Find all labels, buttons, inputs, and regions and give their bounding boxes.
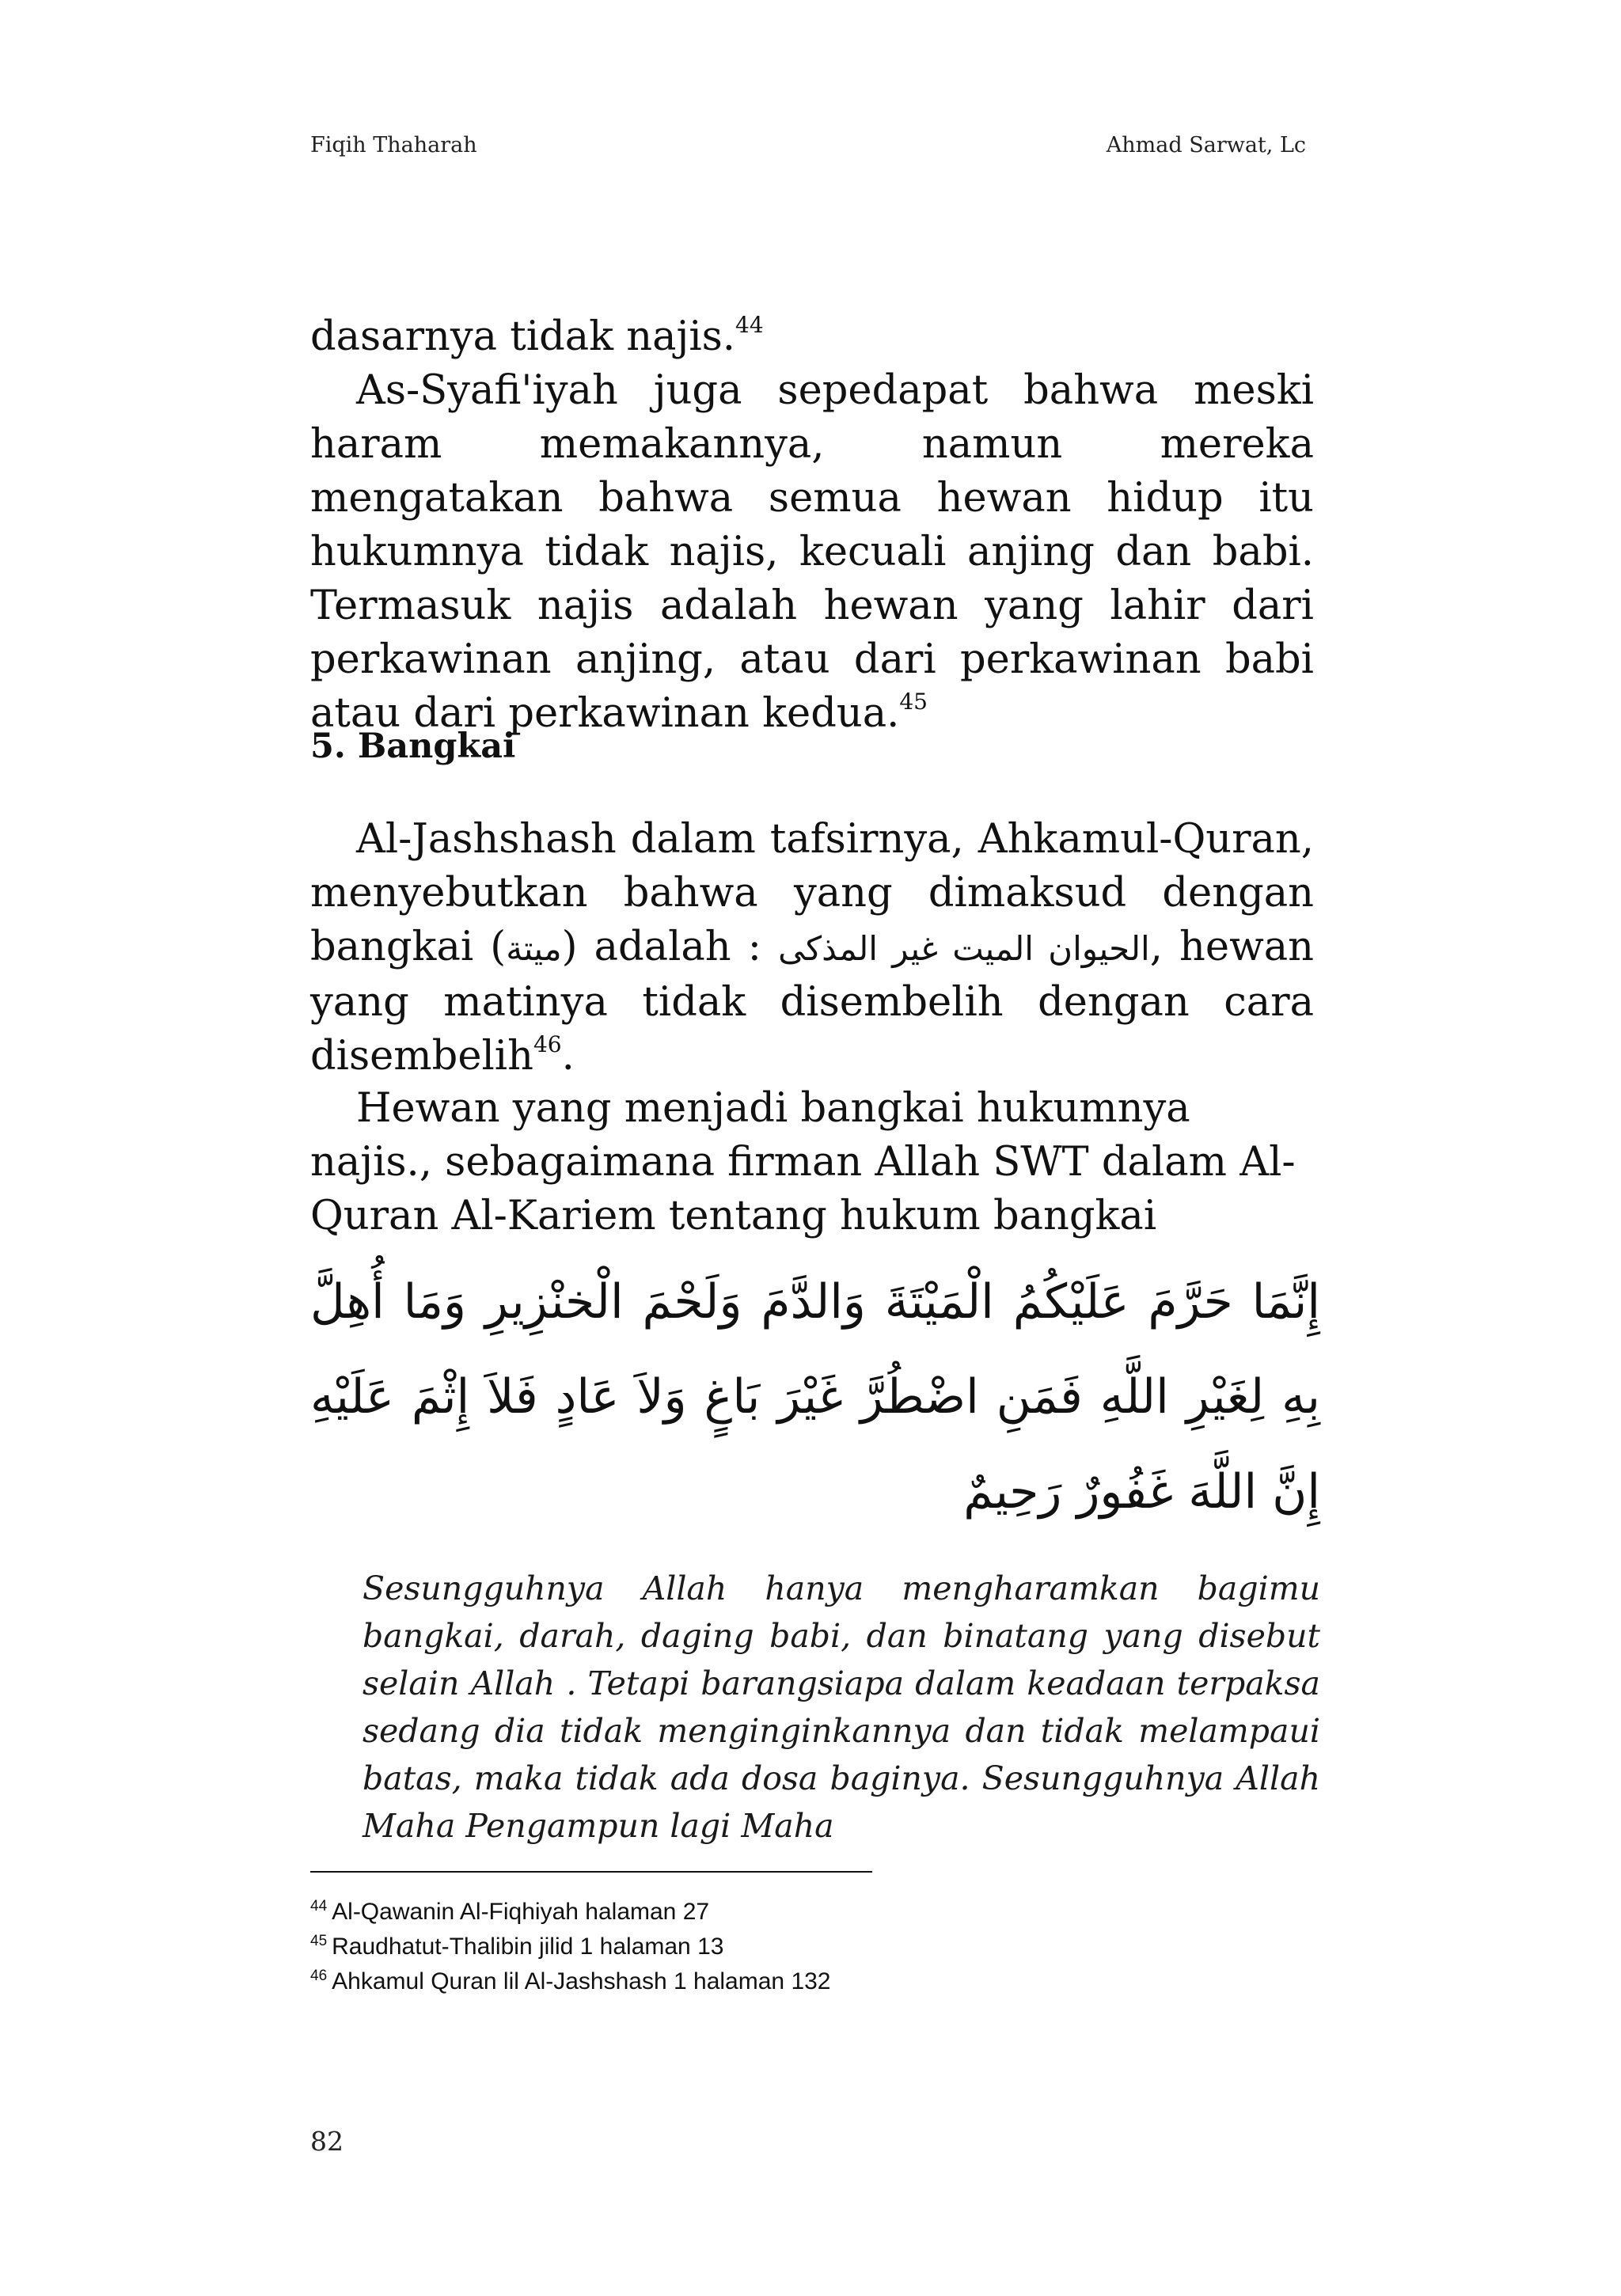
paragraph-text-part3: , hewan yang matinya tidak disembelih dengan cara disembelih — [310, 924, 1314, 1080]
footnotes — [310, 1895, 1308, 1999]
arabic-definition: الحيوان الميت غير المذكى — [778, 929, 1150, 968]
running-header — [310, 133, 1306, 165]
verse-translation — [363, 1565, 1320, 1850]
paragraph-text: dasarnya tidak najis. — [310, 313, 736, 360]
footnote-number: 44 — [310, 1898, 328, 1915]
header-book-title: Fiqih Thaharah — [310, 133, 477, 157]
footnote-ref-46: 46 — [533, 1031, 562, 1057]
paragraph-text-part4: . — [561, 1033, 575, 1080]
footnote-number: 46 — [310, 1968, 328, 1984]
footnote-number: 45 — [310, 1933, 328, 1949]
footnote-45 — [310, 1930, 1308, 1964]
footnote-ref-45: 45 — [899, 689, 928, 715]
quran-verse: إِنَّمَا حَرَّمَ عَلَيْكُمُ الْمَيْتَةَ وَالدَّمَ وَلَحْمَ الْخنْزِيرِ وَمَا أُهِلَّ بِهِ لِغَيْرِ اللَّهِ فَمَنِ اضْطُرَّ غَيْرَ بَاغٍ وَلاَ عَادٍ فَلاَ إِثْمَ عَلَيْهِ إِنَّ اللَّهَ غَفُورٌ رَحِيمٌ — [310, 1274, 1320, 1520]
footnote-46 — [310, 1964, 1308, 1999]
paragraph-ruling — [310, 1082, 1314, 1243]
paragraph-text-part2: ) adalah : — [561, 924, 779, 970]
paragraph-text: As-Syafi'iyah juga sepedapat bahwa meski haram memakannya, namun mereka mengatakan bahwa semua hewan hidup itu hukumnya tidak najis, kecuali anjing dan babi. Termasuk najis adalah hewan yang lahir dari perkawinan anjing, atau dari perkawinan babi atau dari perkawinan kedua. — [310, 367, 1314, 737]
footnote-ref-44: 44 — [735, 312, 764, 338]
paragraph-definition — [310, 813, 1314, 1083]
arabic-term: ميتة — [506, 929, 562, 968]
page-number: 82 — [310, 2126, 344, 2157]
paragraph-continuation — [310, 310, 1314, 364]
paragraph-syafiiyah — [310, 364, 1314, 741]
section-heading: 5. Bangkai — [310, 727, 516, 766]
footnote-text: Raudhatut-Thalibin jilid 1 halaman 13 — [332, 1934, 724, 1960]
footnote-text: Ahkamul Quran lil Al-Jashshash 1 halaman 132 — [332, 1968, 831, 1994]
footnote-divider — [310, 1871, 872, 1873]
paragraph-text-part1: Al-Jashshash dalam tafsirnya, Ahkamul-Quran, menyebutkan bahwa yang dimaksud dengan bangkai ( — [310, 816, 1314, 970]
paragraph-text: Hewan yang menjadi bangkai hukumnya najis., sebagaimana firman Allah SWT dalam Al-Quran Al-Kariem tentang hukum bangkai — [310, 1085, 1296, 1239]
header-author: Ahmad Sarwat, Lc — [1106, 133, 1306, 157]
translation-text: Sesungguhnya Allah hanya mengharamkan bagimu bangkai, darah, daging babi, dan binatang yang disebut selain Allah . Tetapi barangsiapa dalam keadaan terpaksa sedang dia tidak menginginkannya dan tidak melampaui batas, maka tidak ada dosa baginya. Sesungguhnya Allah Maha Pengampun lagi Maha — [363, 1569, 1320, 1845]
footnote-text: Al-Qawanin Al-Fiqhiyah halaman 27 — [332, 1899, 710, 1925]
footnote-44 — [310, 1895, 1308, 1930]
